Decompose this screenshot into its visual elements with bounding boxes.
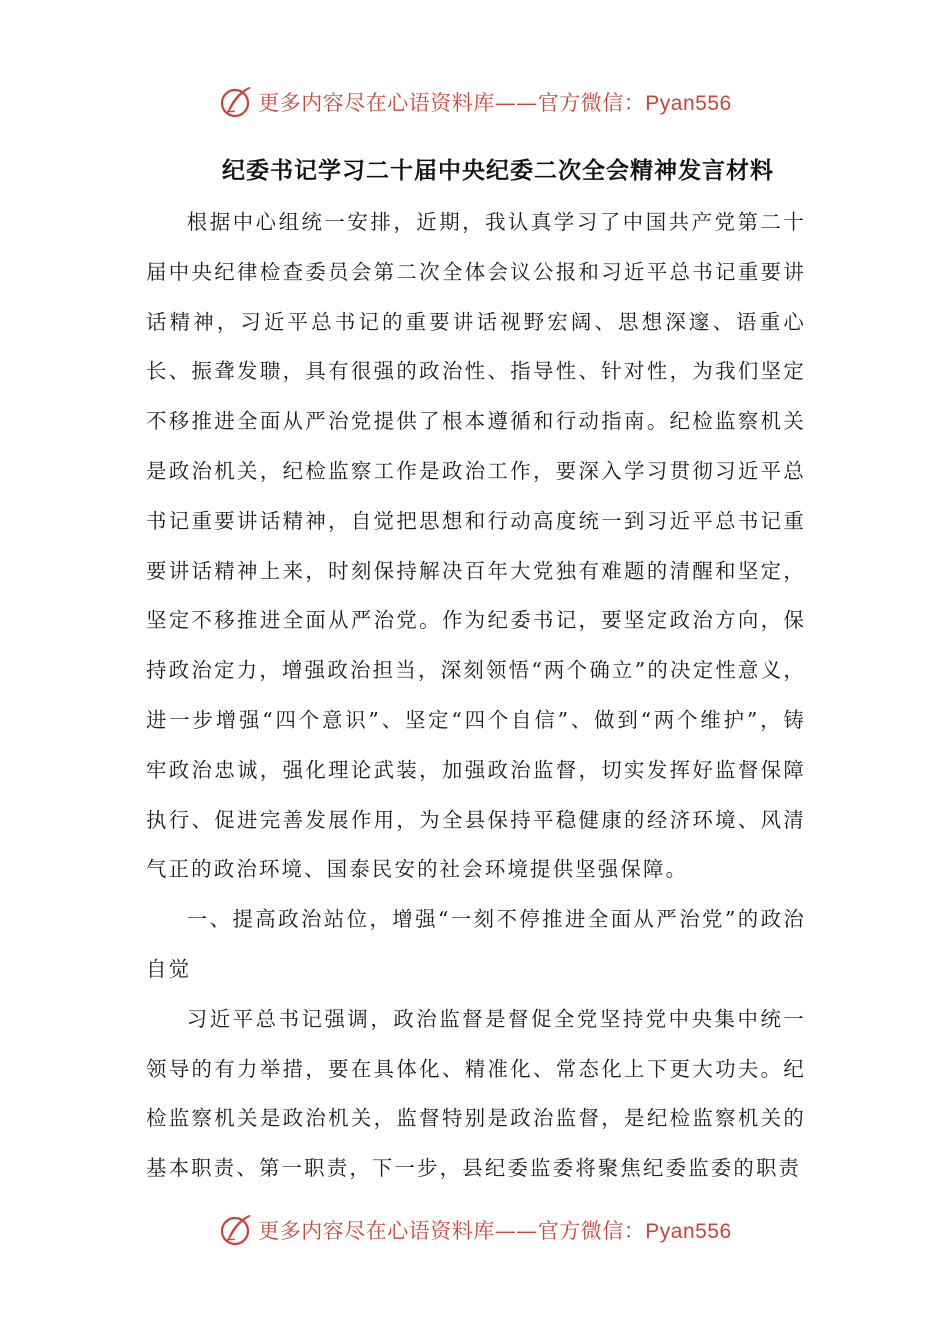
footer-banner-dash: —— bbox=[494, 1219, 538, 1243]
section-heading-1: 一、提高政治站位，增强“一刻不停推进全面从严治党”的政治自觉 bbox=[146, 907, 806, 981]
header-banner bbox=[0, 82, 950, 122]
header-banner-text bbox=[258, 87, 731, 117]
header-banner-slogan: 更多内容尽在心语资料库 bbox=[258, 91, 495, 115]
quill-pen-logo-icon bbox=[218, 1212, 254, 1248]
quill-pen-logo-icon bbox=[218, 84, 254, 120]
footer-banner-wechat-id: Pyan556 bbox=[645, 1220, 732, 1243]
footer-banner-wechat-label: 官方微信： bbox=[537, 1219, 646, 1243]
document-title: 纪委书记学习二十届中央纪委二次全会精神发言材料 bbox=[222, 158, 774, 184]
header-banner-wechat-id: Pyan556 bbox=[645, 92, 732, 115]
header-banner-wechat-label: 官方微信： bbox=[537, 91, 646, 115]
header-banner-dash: —— bbox=[494, 91, 538, 115]
footer-banner-text bbox=[258, 1215, 731, 1245]
footer-banner-slogan: 更多内容尽在心语资料库 bbox=[258, 1219, 495, 1243]
document-body bbox=[146, 198, 806, 1194]
body-paragraph-2: 习近平总书记强调，政治监督是督促全党坚持党中央集中统一领导的有力举措，要在具体化、精准化、常态化上下更大功夫。纪检监察机关是政治机关，监督特别是政治监督，是纪检监察机关的基本职责、第一职责，下一步，县纪委监委将聚焦纪委监委的职责 bbox=[146, 1006, 806, 1181]
body-paragraph-1: 根据中心组统一安排，近期，我认真学习了中国共产党第二十届中央纪律检查委员会第二次全体会议公报和习近平总书记重要讲话精神，习近平总书记的重要讲话视野宏阔、思想深邃、语重心长、振聋发聩，具有很强的政治性、指导性、针对性，为我们坚定不移推进全面从严治党提供了根本遵循和行动指南。纪检监察机关是政治机关，纪检监察工作是政治工作，要深入学习贯彻习近平总书记重要讲话精神，自觉把思想和行动高度统一到习近平总书记重要讲话精神上来，时刻保持解决百年大党独有难题的清醒和坚定，坚定不移推进全面从严治党。作为纪委书记，要坚定政治方向，保持政治定力，增强政治担当，深刻领悟“两个确立”的决定性意义，进一步增强“四个意识”、坚定“四个自信”、做到“两个维护”，铸牢政治忠诚，强化理论武装，加强政治监督，切实发挥好监督保障执行、促进完善发展作用，为全县保持平稳健康的经济环境、风清气正的政治环境、国泰民安的社会环境提供坚强保障。 bbox=[146, 210, 806, 882]
footer-banner bbox=[0, 1210, 950, 1250]
